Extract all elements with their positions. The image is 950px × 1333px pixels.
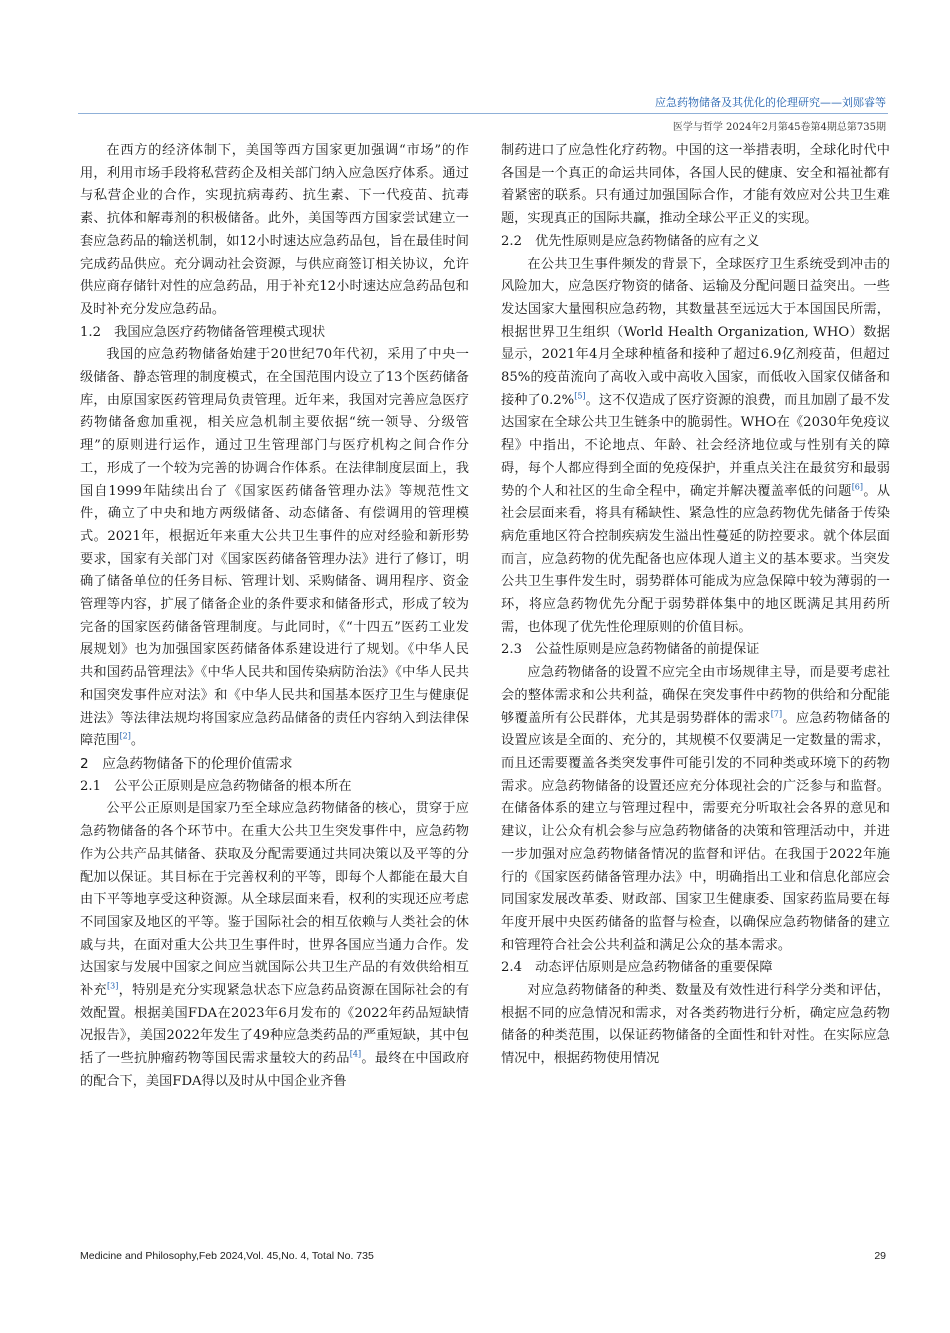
paragraph-text: 应急药物储备的设置不应完全由市场规律主导，而是要考虑社会的整体需求和公共利益，确保在突发事件中药物的供给和分配能够覆盖所有公民群体，尤其是弱势群体的需求	[501, 665, 890, 726]
right-column	[501, 140, 890, 1071]
citation-ref[interactable]: [5]	[574, 391, 586, 401]
paragraph-text: 。从社会层面来看，将具有稀缺性、紧急性的应急药物优先储备于传染病危重地区符合控制疾病发生溢出性蔓延的防控要求。就个体层面而言，应急药物的优先配备也应体现人道主义的基本要求。当突发公共卫生事件发生时，弱势群体可能成为应急保障中较为薄弱的一环，将应急药物优先分配于弱势群体集中的地区既满足其用药所需，也体现了优先性伦理原则的价值目标。	[501, 483, 891, 635]
paragraph-text: ，特别是充分实现紧急状态下应急药品资源在国际社会的有效配置。根据美国FDA在2023年6月发布的《2022年药品短缺情况报告》，美国2022年发生了49种应急类药品的严重短缺，其中包括了一些抗肿瘤药物等国民需求量较大的药品	[80, 983, 470, 1067]
paragraph-text: 。应急药物储备的设置应该是全面的、充分的，其规模不仅要满足一定数量的需求，而且还需要覆盖各类突发事件可能引发的不同种类或环境下的药物需求。应急药物储备的设置还应充分体现社会的广泛参与和监督。在储备体系的建立与管理过程中，需要充分听取社会各界的意见和建议，让公众有机会参与应急药物储备的决策和管理活动中，并进一步加强对应急药物储备情况的监督和评估。在我国于2022年施行的《国家医药储备管理办法》中，明确指出工业和信息化部应会同国家发展改革委、财政部、国家卫生健康委、国家药监局要在每年度开展中央医药储备的监督与检查，以确保应急药物储备的建立和管理符合社会公共利益和满足公众的基本需求。	[501, 710, 891, 953]
paragraph-text: 我国的应急药物储备始建于20世纪70年代初，采用了中央一级储备、静态管理的制度模式，在全国范围内设立了13个医药储备库，由原国家医药管理局负责管理。近年来，我国对完善应急医疗药物储备愈加重视，相关应急机制主要依据“统一领导、分级管理”的原则进行运作，通过卫生管理部门与医疗机构之间合作分工，形成了一个较为完善的协调合作体系。在法律制度层面上，我国自1999年陆续出台了《国家医药储备管理办法》等规范性文件，确立了中央和地方两级储备、动态储备、有偿调用的管理模式。2021年，根据近年来重大公共卫生事件的应对经验和新形势要求，国家有关部门对《国家医药储备管理办法》进行了修订，明确了储备单位的任务目标、管理计划、采购储备、调用程序、资金管理等内容，扩展了储备企业的条件要求和储备形式，形成了较为完备的国家医药储备管理制度。与此同时，《“十四五”医药工业发展规划》也为加强国家医药储备体系建设进行了规划。《中华人民共和国药品管理法》《中华人民共和国传染病防治法》《中华人民共和国突发事件应对法》和《中华人民共和国基本医疗卫生与健康促进法》等法律法规均将国家应急药品储备的责任内容纳入到法律保障范围	[80, 347, 469, 749]
section-heading-2-3: 2.3 公益性原则是应急药物储备的前提保证	[501, 642, 760, 658]
citation-ref[interactable]: [7]	[770, 709, 783, 719]
journal-citation: 医学与哲学 2024年2月第45卷第4期总第735期	[672, 122, 886, 133]
paragraph: 制药进口了应急性化疗药物。中国的这一举措表明，全球化时代中各国是一个真正的命运共同体，各国人民的健康、安全和福祉都有着紧密的联系。只有通过加强国际合作，才能有效应对公共卫生难题，实现真正的国际共赢，推动全球公平正义的实现。	[501, 143, 890, 227]
header-rule	[78, 113, 888, 114]
paragraph	[80, 344, 469, 753]
paragraph: 在西方的经济体制下，美国等西方国家更加强调“市场”的作用，利用市场手段将私营药企及相关部门纳入应急医疗体系。通过与私营企业的合作，实现抗病毒药、抗生素、下一代疫苗、抗毒素、抗体和解毒剂的积极储备。此外，美国等西方国家尝试建立一套应急药品的输送机制，如12小时速达应急药品包，旨在最佳时间完成药品供应。充分调动社会资源，与供应商签订相关协议，允许供应商存储针对性的应急药品，用于补充12小时速达应急药品包和及时补充分发应急药品。	[80, 143, 469, 317]
citation-ref[interactable]: [6]	[851, 482, 864, 492]
paragraph-text: 。最终在中国政府的配合下，美国FDA得以及时从中国企业齐鲁	[80, 1051, 470, 1089]
citation-ref[interactable]: [4]	[349, 1049, 362, 1059]
section-heading-2-1: 2.1 公平公正原则是应急药物储备的根本所在	[80, 778, 352, 794]
paragraph: 对应急药物储备的种类、数量及有效性进行科学分类和评估，根据不同的应急情况和需求，对各类药物进行分析，确定应急药物储备的种类范围，以保证药物储备的全面性和针对性。在实际应急情况中，根据药物使用情况	[501, 983, 890, 1067]
paragraph-text: 公平公正原则是国家乃至全球应急药物储备的核心，贯穿于应急药物储备的各个环节中。在重大公共卫生突发事件中，应急药物作为公共产品其储备、获取及分配需要通过共同决策以及平等的分配加以保证。其目标在于完善权利的平等，即每个人都能在最大自由下平等地享受这种资源。从全球层面来看，权利的实现还应考虑不同国家及地区的平等。鉴于国际社会的相互依赖与人类社会的休戚与共，在面对重大公共卫生事件时，世界各国应当通力合作。发达国家与发展中国家之间应当就国际公共卫生产品的有效供给相互补充	[80, 801, 469, 999]
paragraph-text: 。	[130, 733, 145, 749]
paragraph	[501, 254, 890, 640]
paragraph-text: 。这不仅造成了医疗资源的浪费，而且加剧了最不发达国家在全球公共卫生链条中的脆弱性。WHO在《2030年免疫议程》中指出，不论地点、年龄、社会经济地位或与性别有关的障碍，每个人都应得到全面的免疫保护，并重点关注在最贫穷和最弱势的个人和社区的生命全程中，确定并解决覆盖率低的问题	[501, 392, 890, 499]
section-heading-2-4: 2.4 动态评估原则是应急药物储备的重要保障	[501, 960, 773, 976]
section-heading-1-2: 1.2 我国应急医疗药物储备管理模式现状	[80, 324, 326, 340]
section-heading-2: 2 应急药物储备下的伦理价值需求	[80, 755, 293, 772]
left-column	[80, 140, 469, 1094]
section-heading-2-2: 2.2 优先性原则是应急药物储备的应有之义	[501, 233, 760, 249]
paragraph-text: 在公共卫生事件频发的背景下，全球医疗卫生系统受到冲击的风险加大，应急医疗物资的储备、运输及分配问题日益突出。一些发达国家大量囤积应急药物，其数量甚至远远大于本国国民所需，根据世界卫生组织（World Health Organization, WHO）数据显示，2021年4月全球种植备和接种了超过6.9亿剂疫苗，但超过85%的疫苗流向了高收入或中高收入国家，而低收入国家仅储备和接种了0.2%	[501, 256, 890, 408]
citation-ref[interactable]: [2]	[119, 731, 131, 741]
paragraph	[80, 798, 469, 1093]
running-title: 应急药物储备及其优化的伦理研究——刘郧睿等	[655, 96, 886, 109]
footer-citation: Medicine and Philosophy,Feb 2024,Vol. 45,No. 4, Total No. 735	[80, 1250, 374, 1262]
paragraph	[501, 662, 890, 957]
citation-ref[interactable]: [3]	[106, 981, 119, 991]
page-number: 29	[874, 1250, 886, 1262]
